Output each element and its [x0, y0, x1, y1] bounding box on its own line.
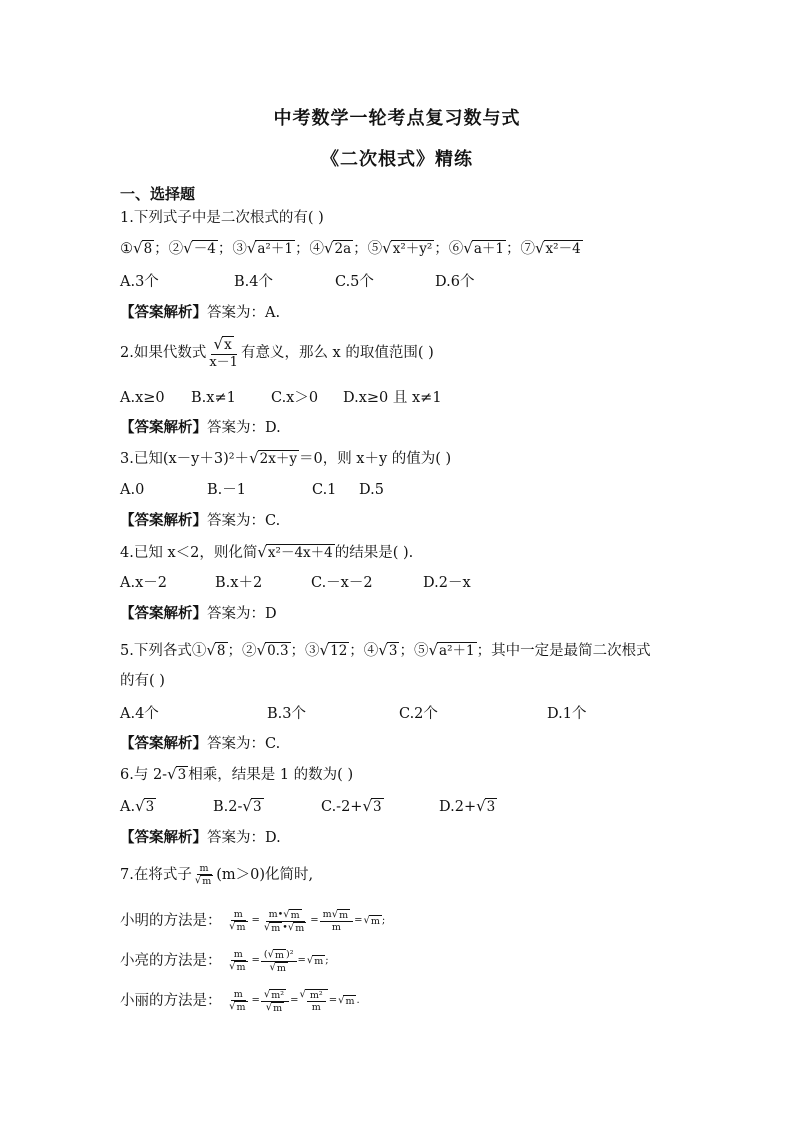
q6-radicand: 3 [177, 767, 187, 783]
section-heading: 一、选择题 [120, 185, 196, 203]
q5-expr-label: ③ [305, 643, 320, 659]
q1-option-c: C.5个 [335, 274, 374, 290]
q2-frac-denominator: x－1 [209, 354, 238, 370]
q6-option-d-radicand: 3 [486, 799, 496, 815]
q7-xiaoliang-method [120, 946, 329, 976]
q6-option-b-prefix: B.2- [213, 799, 243, 815]
q3-option-a: A.0 [120, 482, 145, 498]
q2-suffix: 有意义，那么 x 的取值范围( ) [240, 345, 434, 361]
q1-option-d: D.6个 [435, 274, 475, 290]
q5-expr-label: ① [191, 643, 207, 659]
q5-expr-label: ④ [363, 643, 379, 659]
q6-prefix: 6.与 2- [120, 767, 168, 783]
q1-expr-label: ③ [232, 241, 247, 257]
q4-suffix: 的结果是( ). [334, 545, 414, 561]
q1-option-b: B.4个 [234, 274, 273, 290]
q1-answer [120, 303, 280, 323]
q6-answer [120, 828, 281, 848]
q1-expr-label: ① [120, 241, 133, 257]
q7-xiaoliang-formula-image: m √ m = ( √ m )² √ m = √ m ; [229, 948, 329, 974]
q1-answer-text: 答案为：A. [207, 305, 281, 321]
q7-xiaoli-label: 小丽的方法是： [120, 993, 222, 1009]
q1-expr-radical: √ 8 [133, 239, 153, 257]
q5-option-b: B.3个 [267, 706, 306, 722]
q5-expr-separator: ； [349, 643, 364, 659]
q4-option-b: B.x＋2 [215, 575, 263, 591]
q3-option-c: C.1 [312, 482, 337, 498]
q6-radical: √ 3 [167, 765, 187, 783]
q1-expr-separator: ； [154, 241, 169, 257]
q1-expr-label: ② [168, 241, 184, 257]
q7-prefix: 7.在将式子 [120, 867, 192, 883]
q4-prefix: 4.已知 x＜2，则化简 [120, 545, 258, 561]
q5-expr-radical: √ 12 [319, 641, 348, 659]
q1-expr-separator: ； [505, 241, 521, 257]
q4-option-d: D.2－x [423, 575, 471, 591]
q3-suffix: ＝0，则 x＋y 的值为( ) [298, 451, 452, 467]
q6-option-c-radicand: 3 [373, 799, 382, 815]
q3-answer-text: 答案为：C. [207, 513, 281, 529]
q1-expr-radical: √ x²＋y² [382, 239, 433, 257]
q1-expr-label: ⑦ [520, 241, 535, 257]
q6-option-a-radicand: 3 [145, 799, 155, 815]
q6-option-a-prefix: A. [120, 799, 136, 815]
q7-suffix: (m＞0)化简时, [216, 867, 314, 883]
q5-expr-separator: ； [290, 643, 306, 659]
q7-frac-denominator: m [202, 876, 212, 887]
q1-expr-separator: ； [353, 241, 368, 257]
q3-stem [120, 449, 451, 469]
q2-answer [120, 418, 281, 438]
q6-option-c: C.-2+ √ 3 [321, 797, 382, 815]
q1-expr-separator: ； [294, 241, 310, 257]
q5-stem [120, 641, 651, 661]
answer-tag: 【答案解析】 [120, 305, 207, 321]
q4-option-c: C.－x－2 [311, 575, 373, 591]
q2-option-a: A.x≥0 [120, 390, 165, 406]
q1-expr-radical: √ x²－4 [534, 239, 581, 257]
q5-expr-radical: √ 8 [206, 641, 226, 659]
q1-expressions [120, 239, 583, 259]
q1-expr-label: ⑥ [448, 241, 464, 257]
q5-prefix: 5.下列各式 [120, 643, 192, 659]
q5-expr-radical: √ 3 [378, 641, 398, 659]
answer-tag: 【答案解析】 [120, 736, 207, 752]
q7-xiaoliang-label: 小亮的方法是： [120, 953, 222, 969]
q7-fraction: m √ m [194, 863, 212, 887]
q3-answer [120, 511, 280, 531]
q1-expr-separator: ； [217, 241, 233, 257]
q7-xiaoming-formula-image: m √ m = m• √ m √ m • √ m = m √ m m = √ m ; [229, 908, 386, 934]
q5-expr-separator: ； [227, 643, 242, 659]
q1-option-a: A.3个 [120, 274, 159, 290]
q6-option-d-prefix: D.2+ [439, 799, 477, 815]
q1-expr-label: ⑤ [367, 241, 383, 257]
q4-answer [120, 604, 277, 624]
q4-radicand: x²－4x＋4 [267, 545, 333, 561]
q5-expr-radical: √ a²＋1 [428, 641, 475, 659]
q5-option-a: A.4个 [120, 706, 159, 722]
q2-prefix: 2.如果代数式 [120, 345, 207, 361]
q1-expr-label: ④ [309, 241, 324, 257]
q5-expr-label: ⑤ [413, 643, 429, 659]
q1-expr-radical: √ a²＋1 [246, 239, 293, 257]
q6-option-b: B.2- √ 3 [213, 797, 262, 815]
q7-frac-numerator: m [197, 863, 212, 875]
page-title-line2: 《二次根式》精练 [321, 149, 473, 170]
q5-answer-text: 答案为：C. [207, 736, 281, 752]
page-title-line1: 中考数学一轮考点复习数与式 [273, 108, 521, 129]
q4-option-a: A.x－2 [120, 575, 167, 591]
q1-expr-radical: √ 2a [323, 239, 352, 257]
q3-option-d: D.5 [359, 482, 384, 498]
q2-fraction: √ x x－1 [206, 336, 241, 371]
q4-stem [120, 543, 413, 563]
q2-option-c: C.x＞0 [271, 390, 319, 406]
q6-answer-text: 答案为：D. [207, 830, 281, 846]
q6-option-c-prefix: C.-2+ [321, 799, 363, 815]
answer-tag: 【答案解析】 [120, 513, 207, 529]
answer-tag: 【答案解析】 [120, 830, 207, 846]
q5-expr-label: ② [242, 643, 257, 659]
q1-expr-radical: √ －4 [183, 239, 216, 257]
q4-answer-text: 答案为：D [207, 606, 277, 622]
q5-suffix: ；其中一定是最简二次根式 [476, 643, 651, 659]
q3-option-b: B.－1 [207, 482, 246, 498]
q6-option-b-radicand: 3 [252, 799, 262, 815]
q5-stem-line2: 的有( ) [120, 673, 165, 689]
q6-suffix: 相乘，结果是 1 的数为( ) [188, 767, 354, 783]
q1-expr-separator: ； [434, 241, 449, 257]
q3-prefix: 3.已知(x－y＋3)²＋ [120, 451, 250, 467]
answer-tag: 【答案解析】 [120, 420, 207, 436]
q3-radical: √ 2x＋y [249, 449, 297, 467]
q4-radical: √ x²－4x＋4 [257, 543, 333, 561]
q2-frac-numerator: x [224, 336, 232, 353]
q2-stem [120, 334, 434, 372]
q6-option-d: D.2+ √ 3 [439, 797, 496, 815]
q1-stem: 1.下列式子中是二次根式的有( ) [120, 210, 324, 226]
answer-tag: 【答案解析】 [120, 606, 207, 622]
q5-answer [120, 734, 280, 754]
q1-expr-radical: √ a＋1 [463, 239, 504, 257]
q3-radicand: 2x＋y [259, 451, 297, 467]
q5-expr-radical: √ 0.3 [256, 641, 289, 659]
q7-xiaoming-label: 小明的方法是： [120, 913, 222, 929]
q7-xiaoli-formula-image: m √ m = √ m² √ m = √ $\frac{\text{m²}}{m}$ = √ m . [229, 988, 360, 1014]
q7-stem [120, 860, 313, 890]
q7-xiaoming-method [120, 906, 385, 936]
q5-expr-separator: ； [399, 643, 414, 659]
q6-stem [120, 765, 353, 785]
q2-answer-text: 答案为：D. [207, 420, 281, 436]
q5-option-d: D.1个 [547, 706, 587, 722]
q7-xiaoli-method [120, 986, 360, 1016]
q5-option-c: C.2个 [399, 706, 438, 722]
q2-option-d: D.x≥0 且 x≠1 [343, 390, 442, 406]
q6-option-a: A. √ 3 [120, 797, 155, 815]
q2-option-b: B.x≠1 [191, 390, 236, 406]
